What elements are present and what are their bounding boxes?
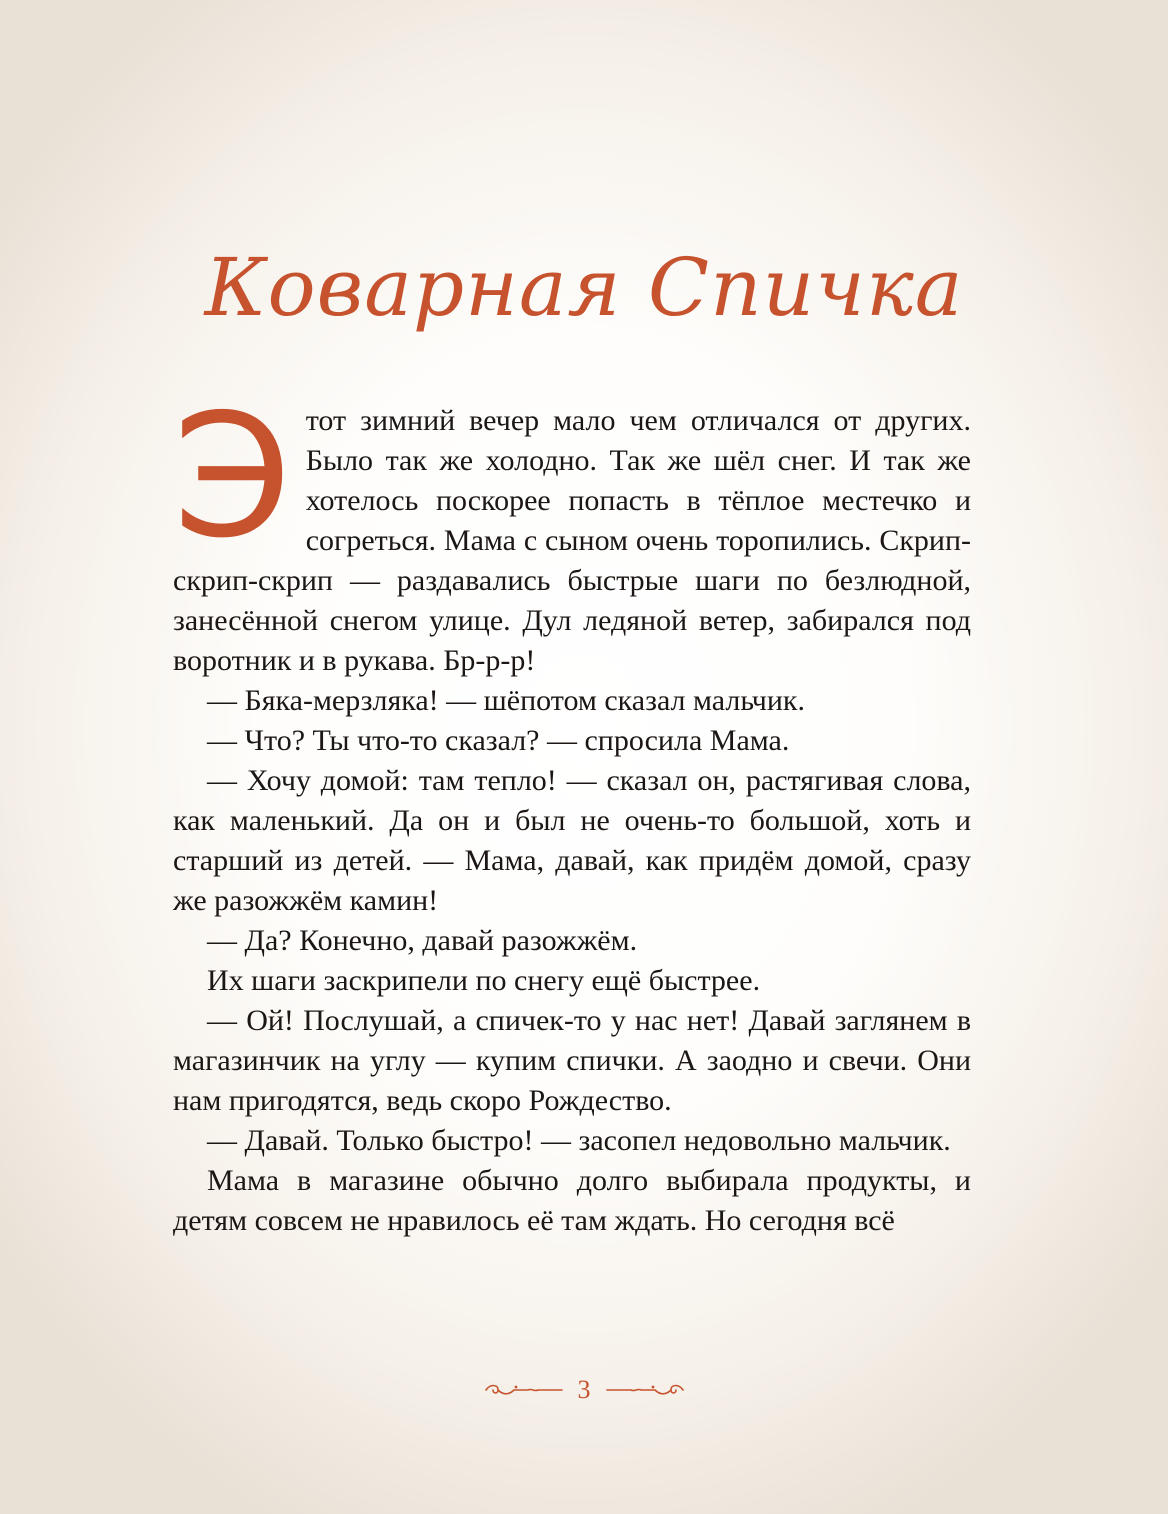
right-flourish-icon bbox=[605, 1382, 685, 1398]
paragraph-1 bbox=[173, 378, 971, 681]
paragraph-8: — Давай. Только быстро! — засопел недовольно мальчик. bbox=[207, 1124, 951, 1157]
page-footer bbox=[0, 1370, 1168, 1410]
paragraph-6: Их шаги заскрипели по снегу ещё быстрее. bbox=[207, 964, 761, 997]
paragraph-5: — Да? Конечно, давай разожжём. bbox=[207, 924, 638, 957]
paragraph-4: — Хочу домой: там тепло! — сказал он, растягивая слова, как маленький. Да он и был не очень-то большой, хоть и старший из детей. — Мама, давай, как придём домой, сразу же разожжём камин! bbox=[173, 764, 971, 917]
page-title: Коварная Спичка bbox=[204, 241, 964, 334]
paragraph-2: — Бяка-мерзляка! — шёпотом сказал мальчик. bbox=[207, 684, 805, 717]
paragraph-1-text: тот зимний вечер мало чем отличался от других. Было так же холодно. Так же шёл снег. И так же хотелось поскорее попасть в тёплое местечко и согреться. Мама с сыном очень торопились. Скрип-скрип-скрип — раздавались быстрые шаги по безлюдной, занесённой снегом улице. Дул ледяной ветер, забирался под воротник и в рукава. Бр-р-р! bbox=[173, 404, 971, 677]
story-text bbox=[173, 378, 971, 1241]
left-flourish-icon bbox=[484, 1382, 564, 1398]
drop-cap: Э bbox=[173, 378, 292, 576]
paragraph-3: — Что? Ты что-то сказал? — спросила Мама. bbox=[207, 724, 790, 757]
page-number: 3 bbox=[577, 1375, 591, 1404]
paragraph-7: — Ой! Послушай, а спичек-то у нас нет! Давай заглянем в магазинчик на углу — купим спички. А заодно и свечи. Они нам пригодятся, ведь скоро Рождество. bbox=[173, 1004, 971, 1117]
paragraph-9: Мама в магазине обычно долго выбирала продукты, и детям совсем не нравилось её там ждать. Но сегодня всё bbox=[173, 1164, 971, 1237]
